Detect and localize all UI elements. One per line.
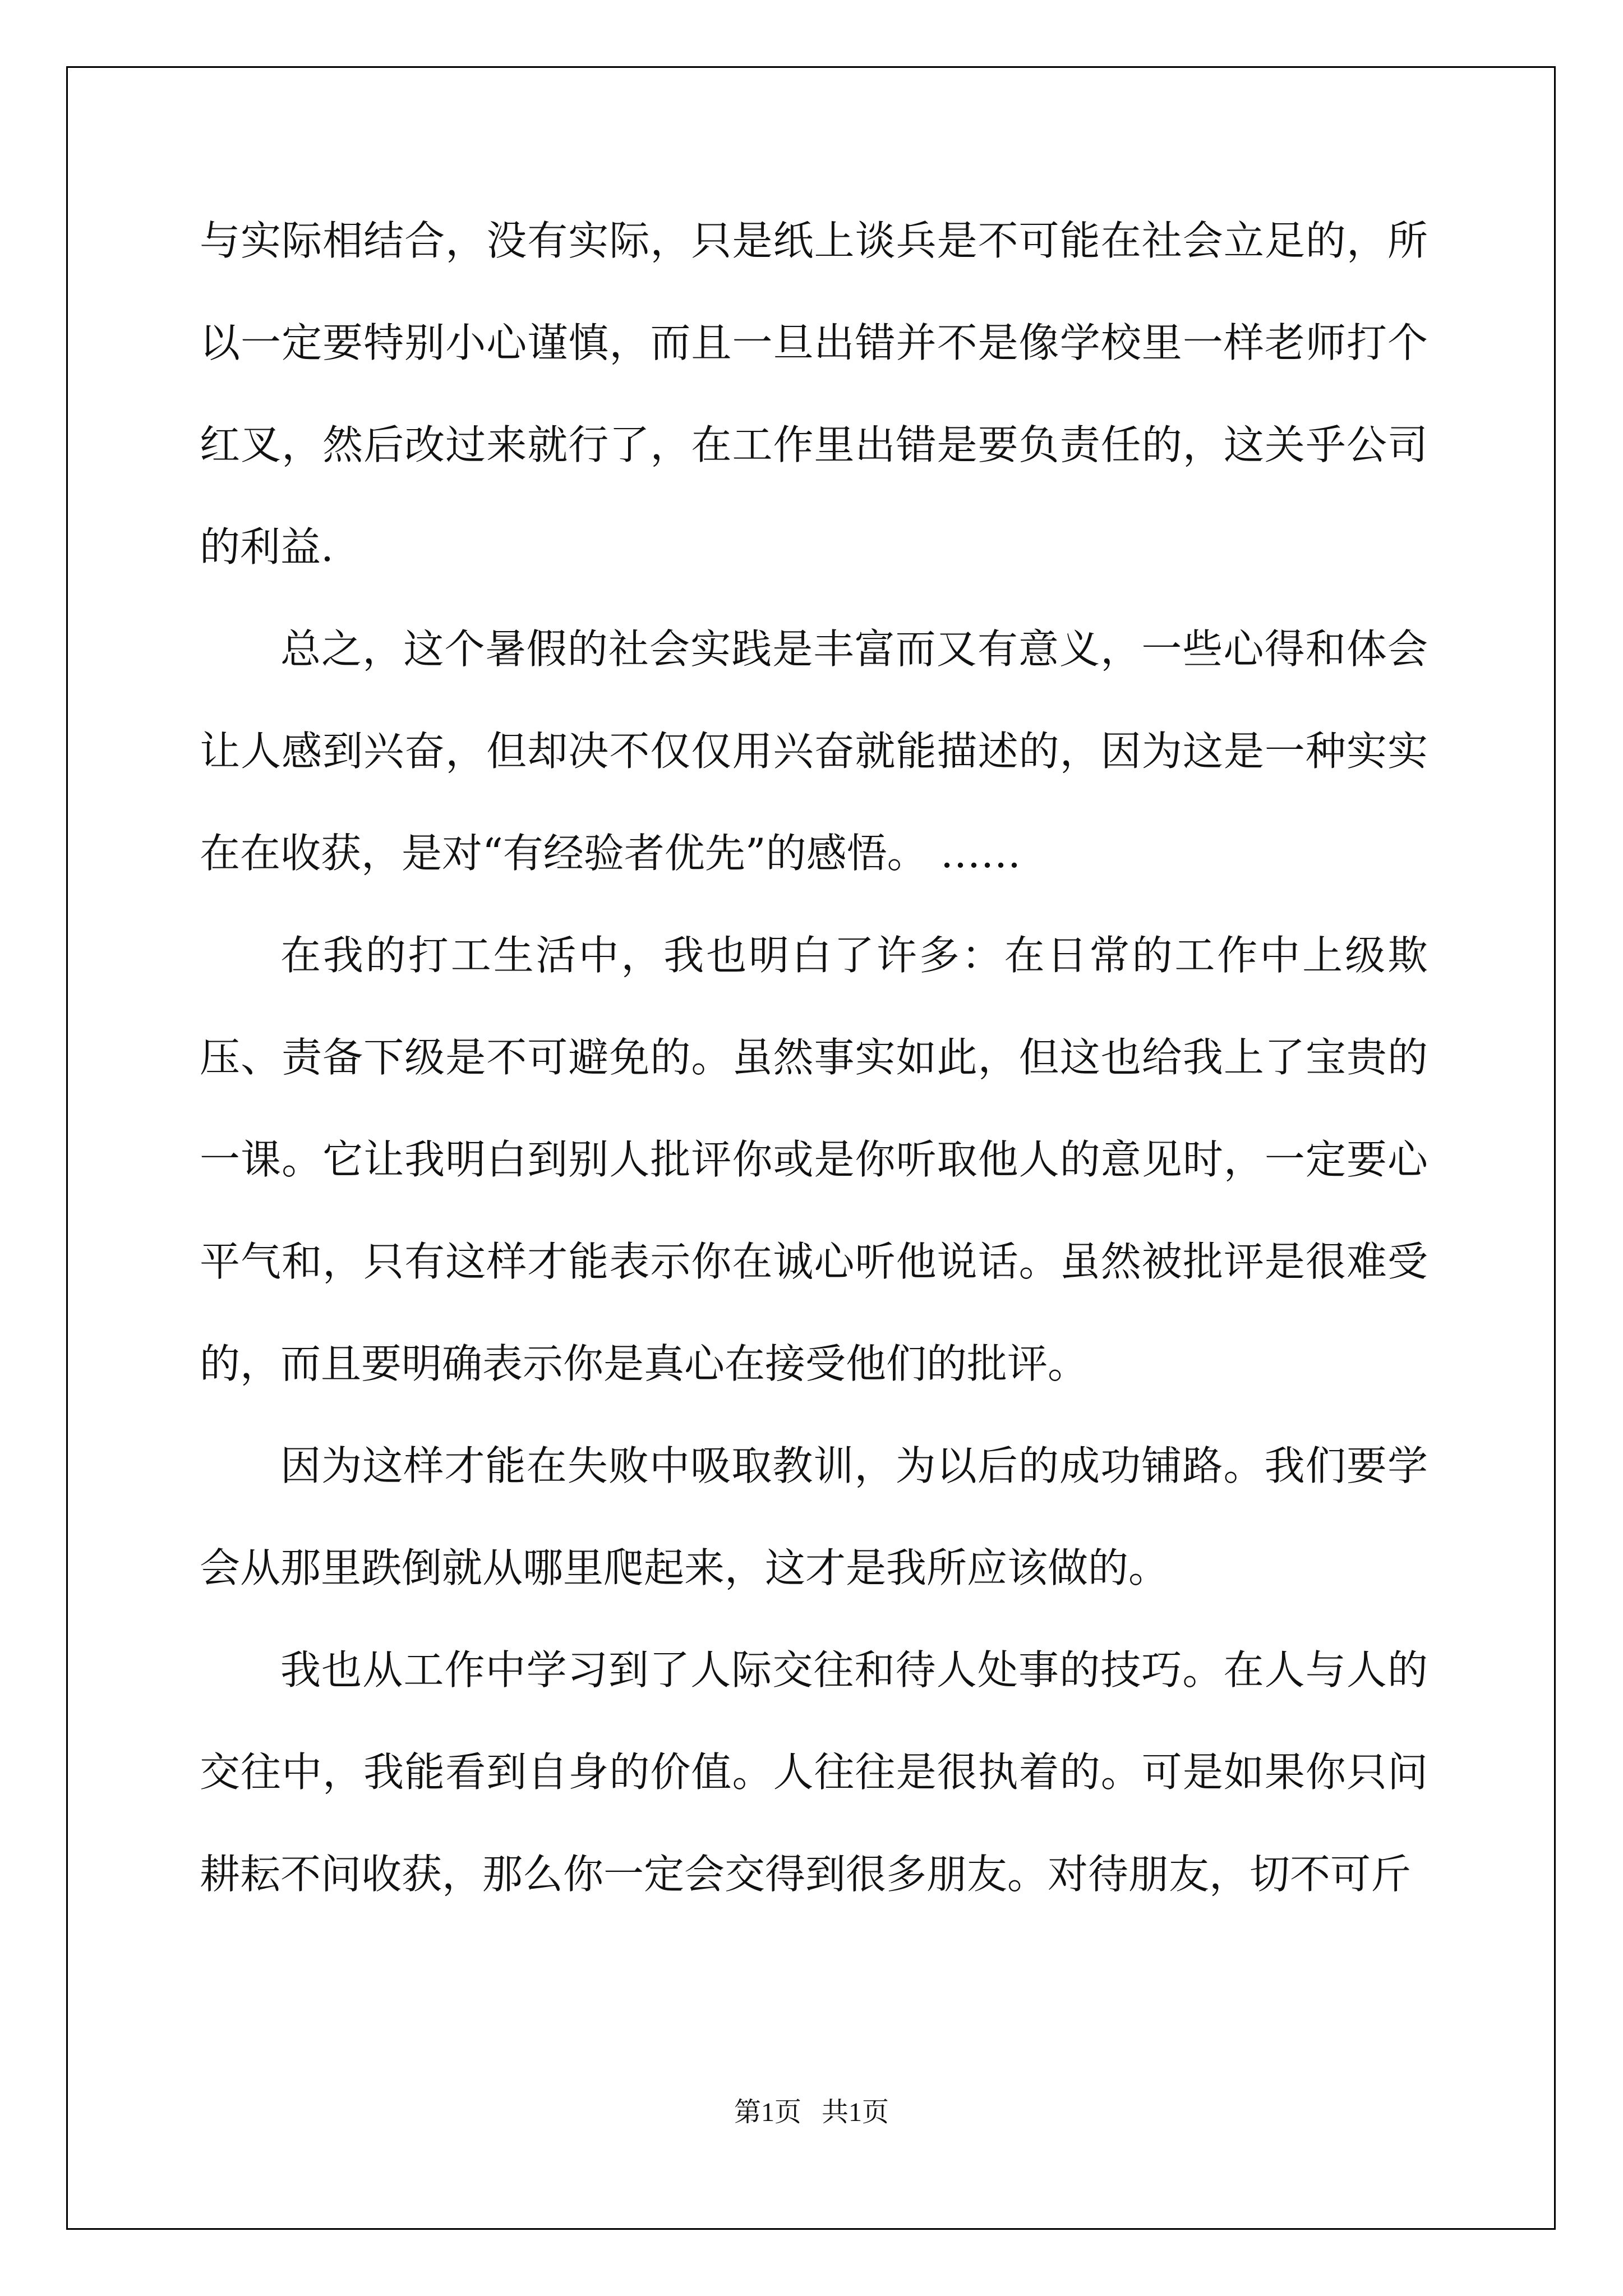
paragraph-5: 我也从工作中学习到了人际交往和待人处事的技巧。在人与人的交往中，我能看到自身的价值。人往往是很执着的。可是如果你只问耕耘不问收获，那么你一定会交得到很多朋友。对待朋友，切不可斤 (200, 1646, 1428, 1898)
document-body (200, 190, 1428, 1925)
paragraph-1: 与实际相结合，没有实际，只是纸上谈兵是不可能在社会立足的，所以一定要特别小心谨慎，而且一旦出错并不是像学校里一样老师打个红叉，然后改过来就行了，在工作里出错是要负责任的，这关乎公司的利益. (200, 217, 1428, 570)
paragraph-3: 在我的打工生活中，我也明白了许多：在日常的工作中上级欺压、责备下级是不可避免的。虽然事实如此，但这也给我上了宝贵的一课。它让我明白到别人批评你或是你听取他人的意见时，一定要心平气和，只有这样才能表示你在诚心听他说话。虽然被批评是很难受的，而且要明确表示你是真心在接受他们的批评。 (200, 932, 1428, 1387)
page-footer: 第1页 共1页 (734, 2097, 889, 2127)
paragraph-2: 总之，这个暑假的社会实践是丰富而又有意义，一些心得和体会让人感到兴奋，但却决不仅仅用兴奋就能描述的，因为这是一种实实在在收获，是对“有经验者优先”的感悟。 …… (200, 625, 1428, 877)
paragraph-4: 因为这样才能在失败中吸取教训，为以后的成功铺路。我们要学会从那里跌倒就从哪里爬起来，这才是我所应该做的。 (200, 1442, 1428, 1591)
